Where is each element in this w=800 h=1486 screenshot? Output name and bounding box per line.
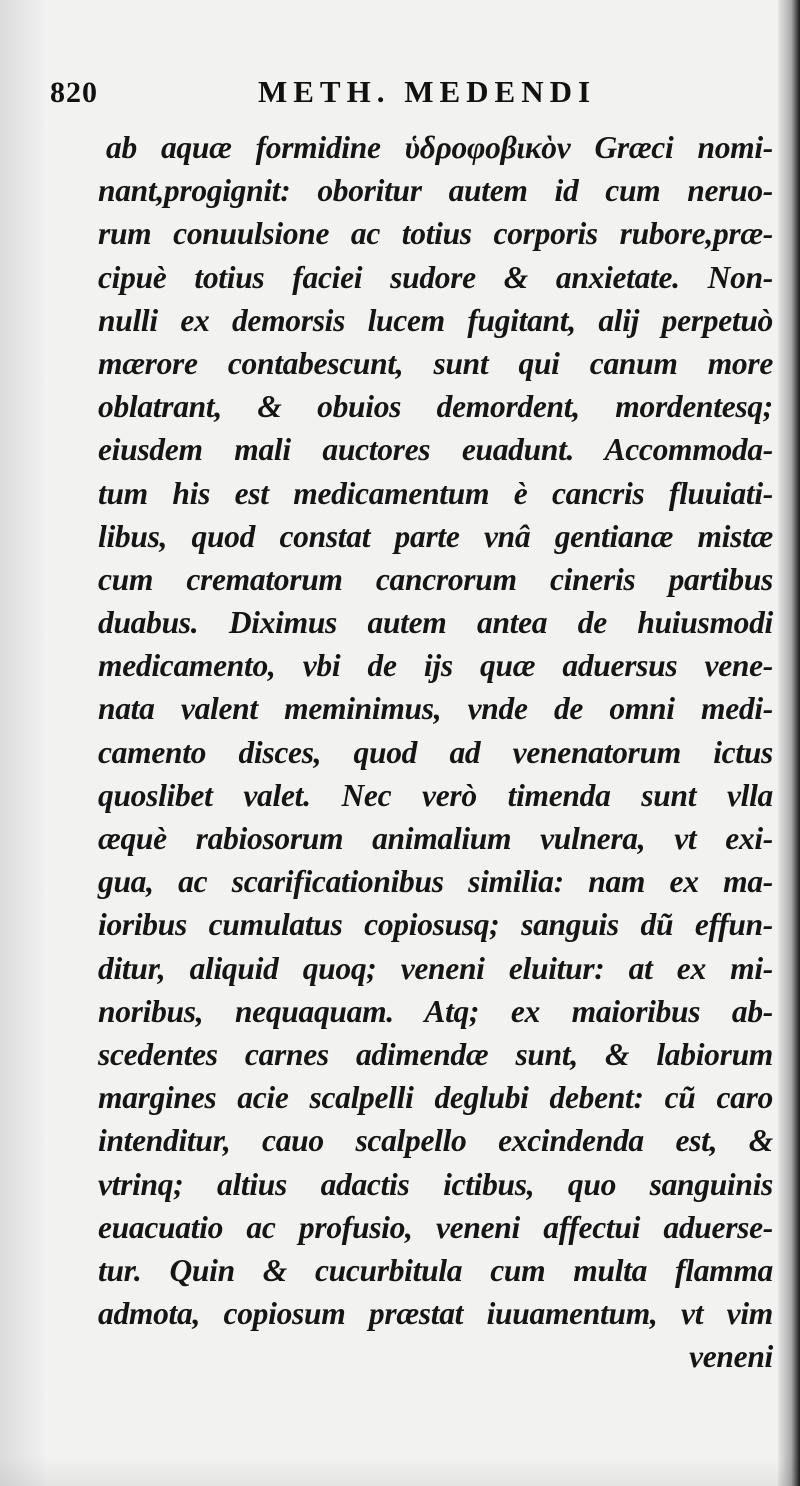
text-line: cum crematorum cancrorum cineris partibus	[98, 561, 773, 597]
page-right-edge-shadow	[778, 0, 800, 1486]
text-line: ditur, aliquid quoq; veneni eluitur: at ex mi-	[98, 950, 773, 986]
text-line: nata valent meminimus, vnde de omni medi-	[98, 691, 773, 727]
text-line: gua, ac scarificationibus similia: nam ex ma-	[98, 864, 773, 900]
text-line: quoslibet valet. Nec verò timenda sunt vlla	[98, 777, 773, 813]
text-line: nulli ex demorsis lucem fugitant, alij perpetuò	[98, 302, 773, 338]
catchword: veneni	[689, 1339, 773, 1375]
text-line: vtrinq; altius adactis ictibus, quo sanguinis	[98, 1166, 773, 1202]
body-text	[98, 126, 773, 1378]
text-line: nant,progignit: oboritur autem id cum neruo-	[98, 173, 773, 209]
text-line: cipuè totius faciei sudore & anxietate. Non-	[98, 259, 773, 295]
text-line: intenditur, cauo scalpello excindenda est, &	[98, 1123, 773, 1159]
page-left-edge-shadow	[0, 0, 44, 1486]
text-line: ab aquæ formidine ὑδροφοβικὸν Græci nomi-	[106, 130, 773, 165]
page-header	[40, 72, 760, 116]
text-line: libus, quod constat parte vnâ gentianæ mistæ	[98, 518, 773, 554]
text-line: ioribus cumulatus copiosusq; sanguis dũ effun-	[98, 907, 773, 943]
text-line: æquè rabiosorum animalium vulnera, vt exi-	[98, 821, 773, 856]
text-line: scedentes carnes adimendæ sunt, & labiorum	[98, 1036, 773, 1072]
text-line: medicamento, vbi de ijs quæ aduersus vene-	[98, 648, 773, 684]
text-line: rum conuulsione ac totius corporis rubore,præ-	[98, 216, 773, 252]
text-line: tum his est medicamentum è cancris fluuiati-	[98, 475, 773, 511]
text-line: tur. Quin & cucurbitula cum multa flamma	[98, 1252, 773, 1288]
text-line: noribus, nequaquam. Atq; ex maioribus ab-	[98, 993, 773, 1029]
page-number: 820	[50, 76, 98, 109]
text-line: admota, copiosum præstat iuuamentum, vt vim	[98, 1296, 773, 1332]
text-line: euacuatio ac profusio, veneni affectui aduerse-	[98, 1209, 773, 1245]
text-line: camento disces, quod ad venenatorum ictus	[98, 734, 773, 770]
text-line: eiusdem mali auctores euadunt. Accommoda-	[98, 432, 773, 468]
page-bottom-shade	[0, 1456, 800, 1486]
text-line: duabus. Diximus autem antea de huiusmodi	[98, 605, 773, 641]
text-line: mærore contabescunt, sunt qui canum more	[98, 345, 773, 381]
running-head: METH. MEDENDI	[258, 74, 597, 109]
text-line: oblatrant, & obuios demordent, mordentesq;	[98, 389, 773, 425]
text-line: margines acie scalpelli deglubi debent: cũ caro	[98, 1080, 773, 1116]
